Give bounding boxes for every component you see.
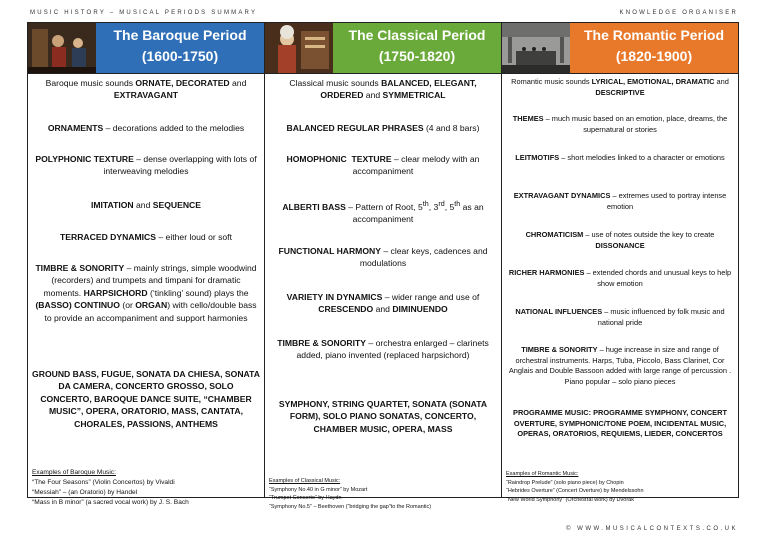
romantic-dates: (1820-1900) [615, 48, 693, 64]
romantic-point: RICHER HARMONIES – extended chords and unusual keys to help show emotion [508, 268, 732, 288]
classical-point: VARIETY IN DYNAMICS – wider range and use of CRESCENDO and DIMINUENDO [286, 292, 480, 315]
romantic-column [502, 23, 738, 503]
baroque-example-item: “The Four Seasons” (Violin Concertos) by Vivaldi [32, 478, 175, 486]
classical-point: Classical music sounds BALANCED, ELEGANT, ORDERED and SYMMETRICAL [289, 78, 477, 101]
baroque-title: The Baroque Period [113, 27, 247, 43]
romantic-point: TIMBRE & SONORITY – huge increase in size and range of orchestral instruments. Harps, Tuba, Piccolo, Bass Clarinet, Cor Anglais and Double Bassoon added with large range of percussion . Piano popular – solo piano pieces [508, 345, 732, 387]
baroque-point: GROUND BASS, FUGUE, SONATA DA CHIESA, SONATA DA CAMERA, CONCERTO GROSSO, SOLO CONCERTO, BAROQUE DANCE SUITE, “CHAMBER MUSIC”, OPERA, ORATORIO, MASS, CANTATA, CHORALES, PASSIONS, ANTHEMS [32, 369, 260, 429]
baroque-point: TIMBRE & SONORITY – mainly strings, simple woodwind (recorders) and trumpets and timpani for dramatic moments. HARPSICHORD (‘tinkling’ sound) plays the (BASSO) CONTINUO (or ORGAN) with cello/double bass to provide an accompaniment and support harmonies [35, 263, 257, 323]
romantic-title: The Romantic Period [583, 27, 725, 43]
baroque-point: ORNAMENTS – decorations added to the melodies [47, 123, 245, 133]
baroque-dates: (1600-1750) [141, 48, 219, 64]
classical-point: SYMPHONY, STRING QUARTET, SONATA (SONATA FORM), SOLO PIANO SONATAS, CONCERTO, CHAMBER MUSIC, OPERA, MASS [278, 399, 488, 434]
classical-header [265, 23, 501, 74]
baroque-body [28, 74, 264, 506]
baroque-point: IMITATION and SEQUENCE [91, 200, 201, 210]
baroque-point: Baroque music sounds ORNATE, DECORATED and EXTRAVAGANT [45, 78, 247, 101]
footer-website: © WWW.MUSICALCONTEXTS.CO.UK [566, 526, 738, 532]
romantic-body [502, 74, 738, 503]
classical-point: ALBERTI BASS – Pattern of Root, 5th, 3rd, 5th as an accompaniment [282, 200, 484, 225]
baroque-point: TERRACED DYNAMICS – either loud or soft [60, 232, 232, 242]
classical-body [265, 74, 501, 510]
romantic-concert-image [502, 23, 570, 73]
romantic-point: Romantic music sounds LYRICAL, EMOTIONAL, DRAMATIC and DESCRIPTIVE [511, 77, 729, 97]
baroque-example-item: “Mass in B minor” (a sacred vocal work) by J. S. Bach [32, 498, 189, 506]
classical-point: TIMBRE & SONORITY – orchestra enlarged – clarinets added, piano invented (replaced harpsichord) [277, 338, 489, 361]
classical-example-item: “Trumpet Concerto” by Haydn [269, 495, 342, 502]
top-header [30, 10, 738, 20]
romantic-point: EXTRAVAGANT DYNAMICS – extremes used to portray intense emotion [513, 191, 727, 211]
classical-point: BALANCED REGULAR PHRASES (4 and 8 bars) [286, 123, 480, 133]
header-right-title: KNOWLEDGE ORGANISER [619, 10, 738, 16]
romantic-point: LEITMOTIFS – short melodies linked to a character or emotions [515, 153, 725, 162]
baroque-header [28, 23, 264, 74]
classical-example-item: “Symphony No.5” – Beethoven (“bridging the gap”to the Romantic) [269, 503, 432, 510]
romantic-example-item: “Raindrop Prelude” (solo piano piece) by Chopin [506, 479, 624, 486]
classical-painting-image [265, 23, 333, 73]
classical-example-item: “Symphony No.40 in G minor” by Mozart [269, 486, 368, 493]
romantic-header [502, 23, 738, 74]
romantic-point: PROGRAMME MUSIC: PROGRAMME SYMPHONY, CONCERT OVERTURE, SYMPHONIC/TONE POEM, INCIDENTAL MUSIC, OPERAS, ORATORIOS, REQUIEMS, LIEDER, CONCERTOS [513, 408, 727, 439]
classical-dates: (1750-1820) [378, 48, 456, 64]
baroque-painting-image [28, 23, 96, 73]
organiser-sheet [27, 22, 739, 510]
classical-point: HOMOPHONIC TEXTURE – clear melody with an accompaniment [286, 154, 480, 177]
classical-title: The Classical Period [348, 27, 486, 43]
classical-column [265, 23, 502, 510]
classical-title-box [333, 23, 501, 73]
baroque-column [28, 23, 265, 506]
classical-point: FUNCTIONAL HARMONY – clear keys, cadences and modulations [278, 246, 488, 269]
baroque-examples-heading: Examples of Baroque Music: [32, 469, 116, 476]
baroque-point: POLYPHONIC TEXTURE – dense overlapping with lots of interweaving melodies [35, 154, 257, 177]
romantic-point: CHROMATICISM – use of notes outside the key to create DISSONANCE [525, 230, 715, 250]
romantic-title-box [570, 23, 738, 73]
romantic-point: NATIONAL INFLUENCES – music influenced by folk music and national pride [515, 307, 725, 327]
romantic-example-item: “New World Symphony” (Orchestral work) by Dvorák [506, 496, 634, 503]
romantic-point: THEMES – much music based on an emotion, place, dreams, the supernatural or stories [512, 114, 728, 134]
baroque-examples [32, 468, 260, 508]
romantic-example-item: “Hebrides Overture” (Concert Overture) by Mendelssohn [506, 488, 644, 495]
romantic-examples [506, 470, 734, 504]
classical-examples-heading: Examples of Classical Music: [269, 478, 341, 484]
romantic-examples-heading: Examples of Romantic Music: [506, 471, 579, 477]
classical-examples [269, 477, 497, 511]
baroque-example-item: “Messiah” – (an Oratorio) by Handel [32, 488, 138, 496]
baroque-title-box [96, 23, 264, 73]
header-left-title: MUSIC HISTORY – MUSICAL PERIODS SUMMARY [30, 10, 258, 16]
